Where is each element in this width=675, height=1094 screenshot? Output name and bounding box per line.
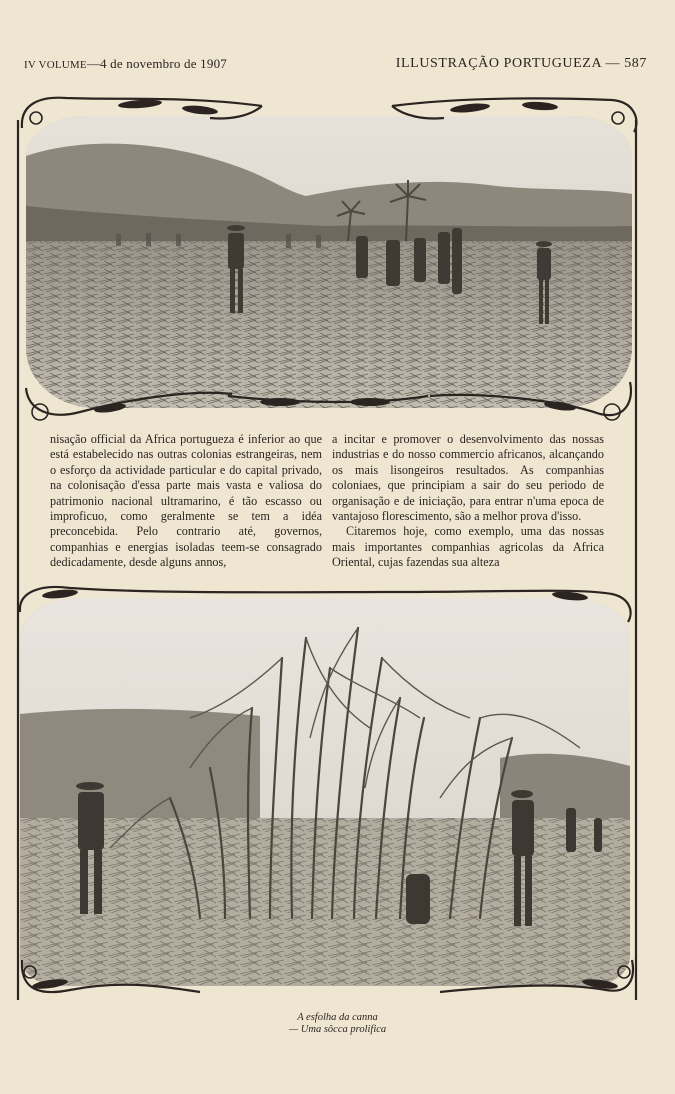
paragraph: a incitar e promover o desenvolvimento das nossas industrias e do nosso commercio africanos, alcançando os mais lisongeiros resultados. As companhias coloniaes, que principiam a sair do seu periodo de organisação e de iniciação, para entrar n'uma epoca de vantajoso florescimento, são a melhor prova d'isso. [332, 432, 604, 524]
left-column [50, 432, 322, 571]
paragraph: Citaremos hoje, como exemplo, uma das nossas mais importantes companhias agricolas da Africa Oriental, cujas fazendas sua alteza [332, 524, 604, 570]
top-photo-scene [26, 116, 632, 408]
page-header [24, 56, 647, 78]
volume-date [24, 56, 227, 72]
volume-label: IV VOLUME [24, 59, 87, 71]
caption-line-2: — Uma sôcca prolifica [288, 1024, 387, 1035]
article-body [50, 432, 624, 572]
caption-line-1: A esfolha da canna [297, 1012, 378, 1023]
top-photograph [26, 116, 632, 408]
photo-caption [0, 1012, 675, 1036]
paragraph: nisação official da Africa portugueza é inferior ao que está estabelecido nas outras colonias estrangeiras, nem o esforço da actividade particular e do capital privado, na colonisação d'essa parte mais vasta e valiosa do patrimonio nacional ultramarino, é tão escasso ou improficuo, como geralmente se tem a idéa preconcebida. Pelo contrario até, governos, companhias e energias isoladas teem-se consagrado dedicadamente, desde alguns annos, [50, 432, 322, 570]
bottom-photo-scene [20, 598, 630, 986]
issue-date: —4 de novembro de 1907 [86, 56, 227, 71]
right-column [332, 432, 604, 571]
publication-title: ILLUSTRAÇÃO PORTUGUEZA — 587 [395, 56, 647, 71]
bottom-photograph [20, 598, 630, 986]
